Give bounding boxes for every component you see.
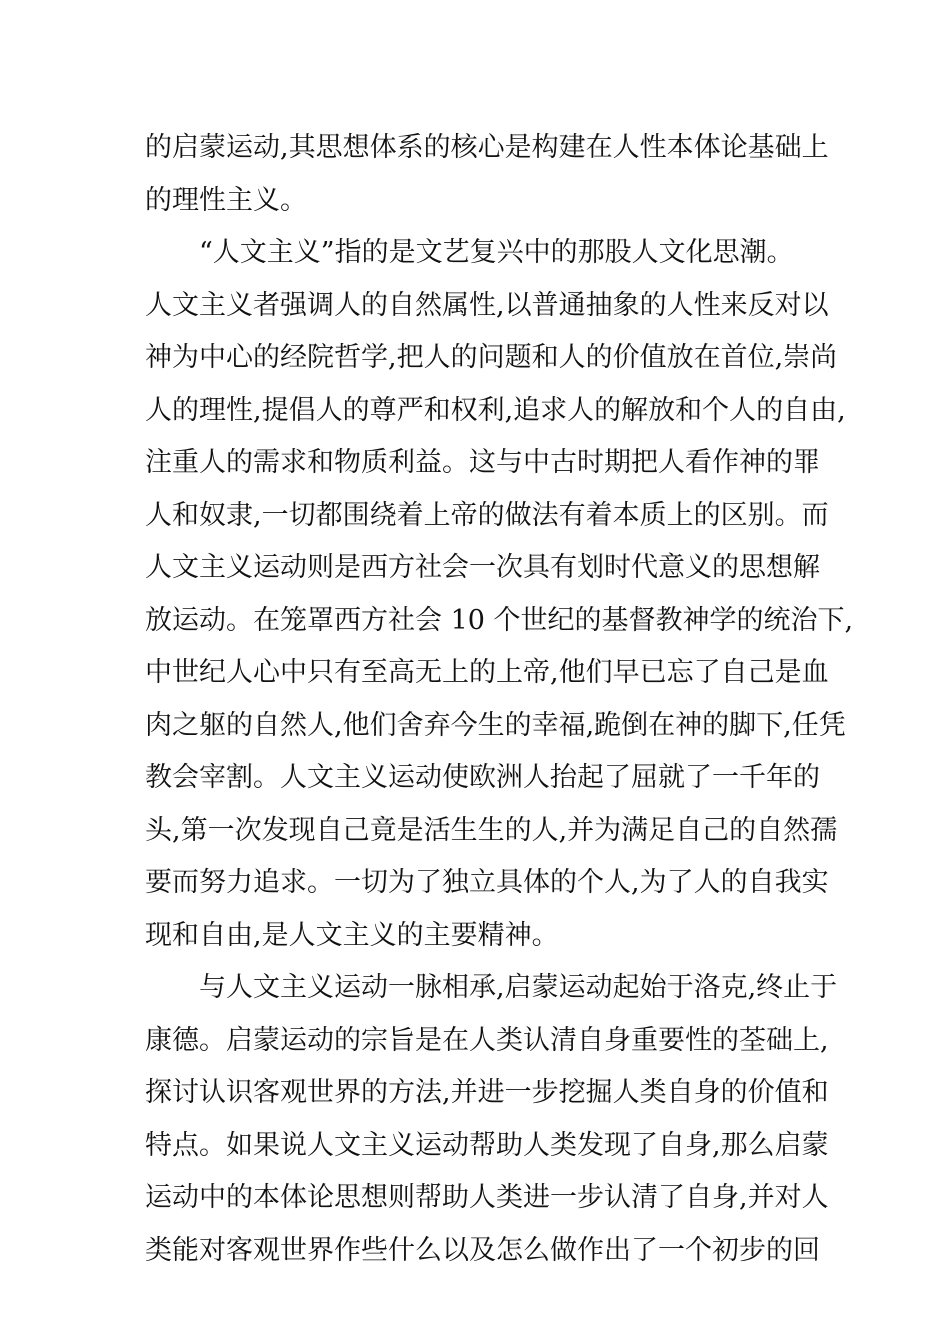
text-line: 要而努力追求。一切为了独立具体的个人,为了人的自我实: [145, 867, 829, 898]
text-line: 教会宰割。人文主义运动使欧洲人抬起了屈就了一千年的: [145, 762, 820, 793]
paragraph-first-line: 与人文主义运动一脉相承,启蒙运动起始于洛克,终止于: [199, 972, 838, 1003]
text-line: 中世纪人心中只有至高无上的上帝,他们早已忘了自己是血: [145, 657, 829, 688]
text-line: 注重人的需求和物质利益。这与中古时期把人看作神的罪: [145, 447, 820, 478]
text-line: 的理性主义。: [145, 184, 307, 216]
paragraph-first-line: “人文主义”指的是文艺复兴中的那股人文化思潮。: [199, 237, 794, 268]
text-line: 头,第一次发现自己竟是活生生的人,并为满足自己的自然孺: [145, 814, 838, 846]
text-line: 放运动。在笼罩西方社会 10 个世纪的基督教神学的统治下,: [145, 604, 854, 636]
text-line: 现和自由,是人文主义的主要精神。: [145, 919, 559, 951]
text-line: 康德。启蒙运动的宗旨是在人类认清自身重要性的荃础上,: [145, 1024, 829, 1056]
text-line: 的启蒙运动,其思想体系的核心是构建在人性本体论基础上: [145, 132, 829, 163]
text-line: 探讨认识客观世界的方法,并进一步挖掘人类自身的价值和: [145, 1077, 829, 1108]
text-line: 人和奴隶,一切都围绕着上帝的做法有着本质上的区别。而: [145, 499, 829, 531]
text-line: 特点。如果说人文主义运动帮助人类发现了自身,那么启蒙: [145, 1129, 829, 1161]
text-line: 神为中心的经院哲学,把人的问题和人的价值放在首位,崇尚: [145, 342, 838, 373]
text-line: 人文主义者强调人的自然属性,以普通抽象的人性来反对以: [145, 289, 829, 321]
text-line: 肉之躯的自然人,他们舍弃今生的幸福,跪倒在神的脚下,任凭: [145, 709, 846, 741]
text-line: 类能对客观世界作些什么以及怎么做作出了一个初步的回: [145, 1234, 820, 1266]
text-line: 人的理性,提倡人的尊严和权利,追求人的解放和个人的自由,: [145, 394, 846, 426]
text-line: 运动中的本体论思想则帮助人类进一步认清了自身,并对人: [145, 1182, 829, 1213]
text-line: 人文主义运动则是西方社会一次具有划时代意义的思想解: [145, 552, 820, 583]
body-text: [145, 122, 854, 1277]
